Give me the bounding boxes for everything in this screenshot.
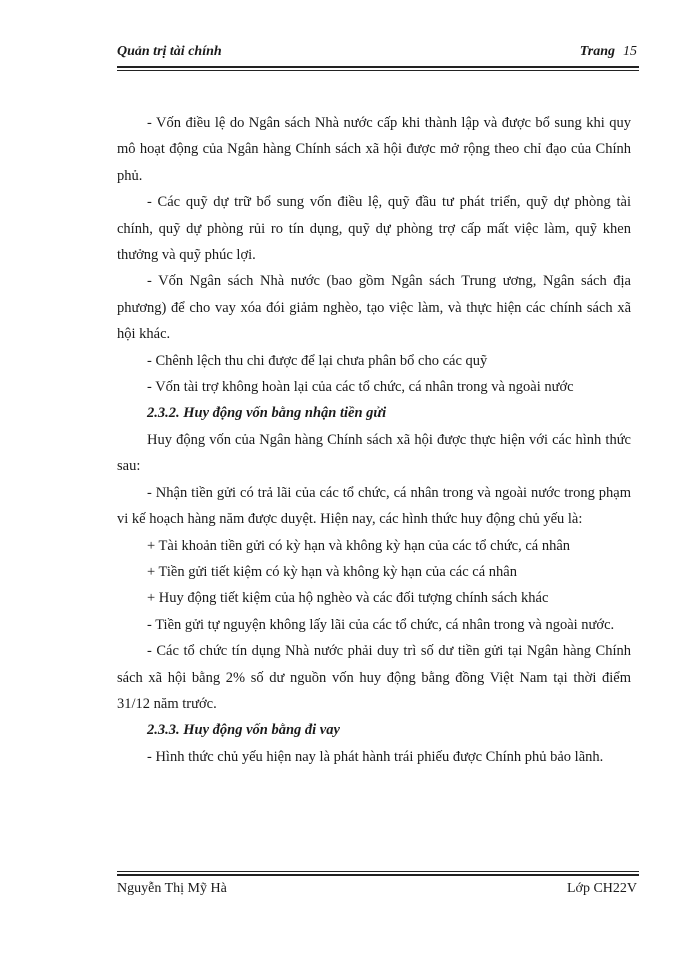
paragraph: - Chênh lệch thu chi được để lại chưa phân bổ cho các quỹ	[147, 352, 488, 369]
list-item: + Tiền gửi tiết kiệm có kỳ hạn và không kỳ hạn của các cá nhân	[147, 563, 517, 580]
footer-rule	[117, 874, 639, 876]
page-indicator	[580, 44, 637, 60]
paragraph: - Vốn Ngân sách Nhà nước (bao gồm Ngân sách Trung ương, Ngân sách địa phương) để cho vay xóa đói giảm nghèo, tạo việc làm, và thực hiện các chính sách xã hội khác.	[117, 273, 631, 343]
page-label: Trang	[579, 44, 615, 59]
section-heading: 2.3.3. Huy động vốn bằng đi vay	[147, 722, 340, 739]
page-number: 15	[623, 44, 637, 59]
paragraph: - Các quỹ dự trữ bổ sung vốn điều lệ, quỹ đầu tư phát triển, quỹ dự phòng tài chính, quỹ dự phòng rủi ro tín dụng, quỹ dự phòng trợ cấp mất việc làm, quỹ khen thưởng và quỹ phúc lợi.	[117, 194, 631, 264]
paragraph: - Vốn tài trợ không hoàn lại của các tổ chức, cá nhân trong và ngoài nước	[147, 379, 574, 396]
list-item: + Huy động tiết kiệm của hộ nghèo và các đối tượng chính sách khác	[147, 590, 549, 607]
footer-class: Lớp CH22V	[566, 881, 637, 896]
paragraph: - Nhận tiền gửi có trả lãi của các tổ chức, cá nhân trong và ngoài nước trong phạm vi kế hoạch hàng năm được duyệt. Hiện nay, các hình thức huy động chủ yếu là:	[117, 484, 631, 528]
paragraph: Huy động vốn của Ngân hàng Chính sách xã hội được thực hiện với các hình thức sau:	[117, 431, 631, 475]
header-rule-thin	[117, 70, 639, 71]
paragraph: - Tiền gửi tự nguyện không lấy lãi của các tổ chức, cá nhân trong và ngoài nước.	[147, 616, 615, 633]
footer-rule-thin	[117, 871, 639, 872]
paragraph: - Hình thức chủ yếu hiện nay là phát hành trái phiếu được Chính phủ bảo lãnh.	[147, 748, 604, 765]
footer-author: Nguyễn Thị Mỹ Hà	[117, 881, 227, 896]
page-body	[117, 110, 631, 770]
header-rule	[117, 66, 639, 68]
document-title: Quản trị tài chính	[117, 44, 222, 59]
paragraph: - Vốn điều lệ do Ngân sách Nhà nước cấp khi thành lập và được bổ sung khi quy mô hoạt động của Ngân hàng Chính sách xã hội được mở rộng theo chỉ đạo của Chính phủ.	[117, 115, 631, 184]
list-item: + Tài khoản tiền gửi có kỳ hạn và không kỳ hạn của các tổ chức, cá nhân	[147, 537, 571, 554]
paragraph: - Các tổ chức tín dụng Nhà nước phải duy trì số dư tiền gửi tại Ngân hàng Chính sách xã hội bằng 2% số dư nguồn vốn huy động bằng đồng Việt Nam tại thời điểm 31/12 năm trước.	[117, 643, 631, 712]
section-heading: 2.3.2. Huy động vốn bằng nhận tiền gửi	[147, 405, 387, 422]
